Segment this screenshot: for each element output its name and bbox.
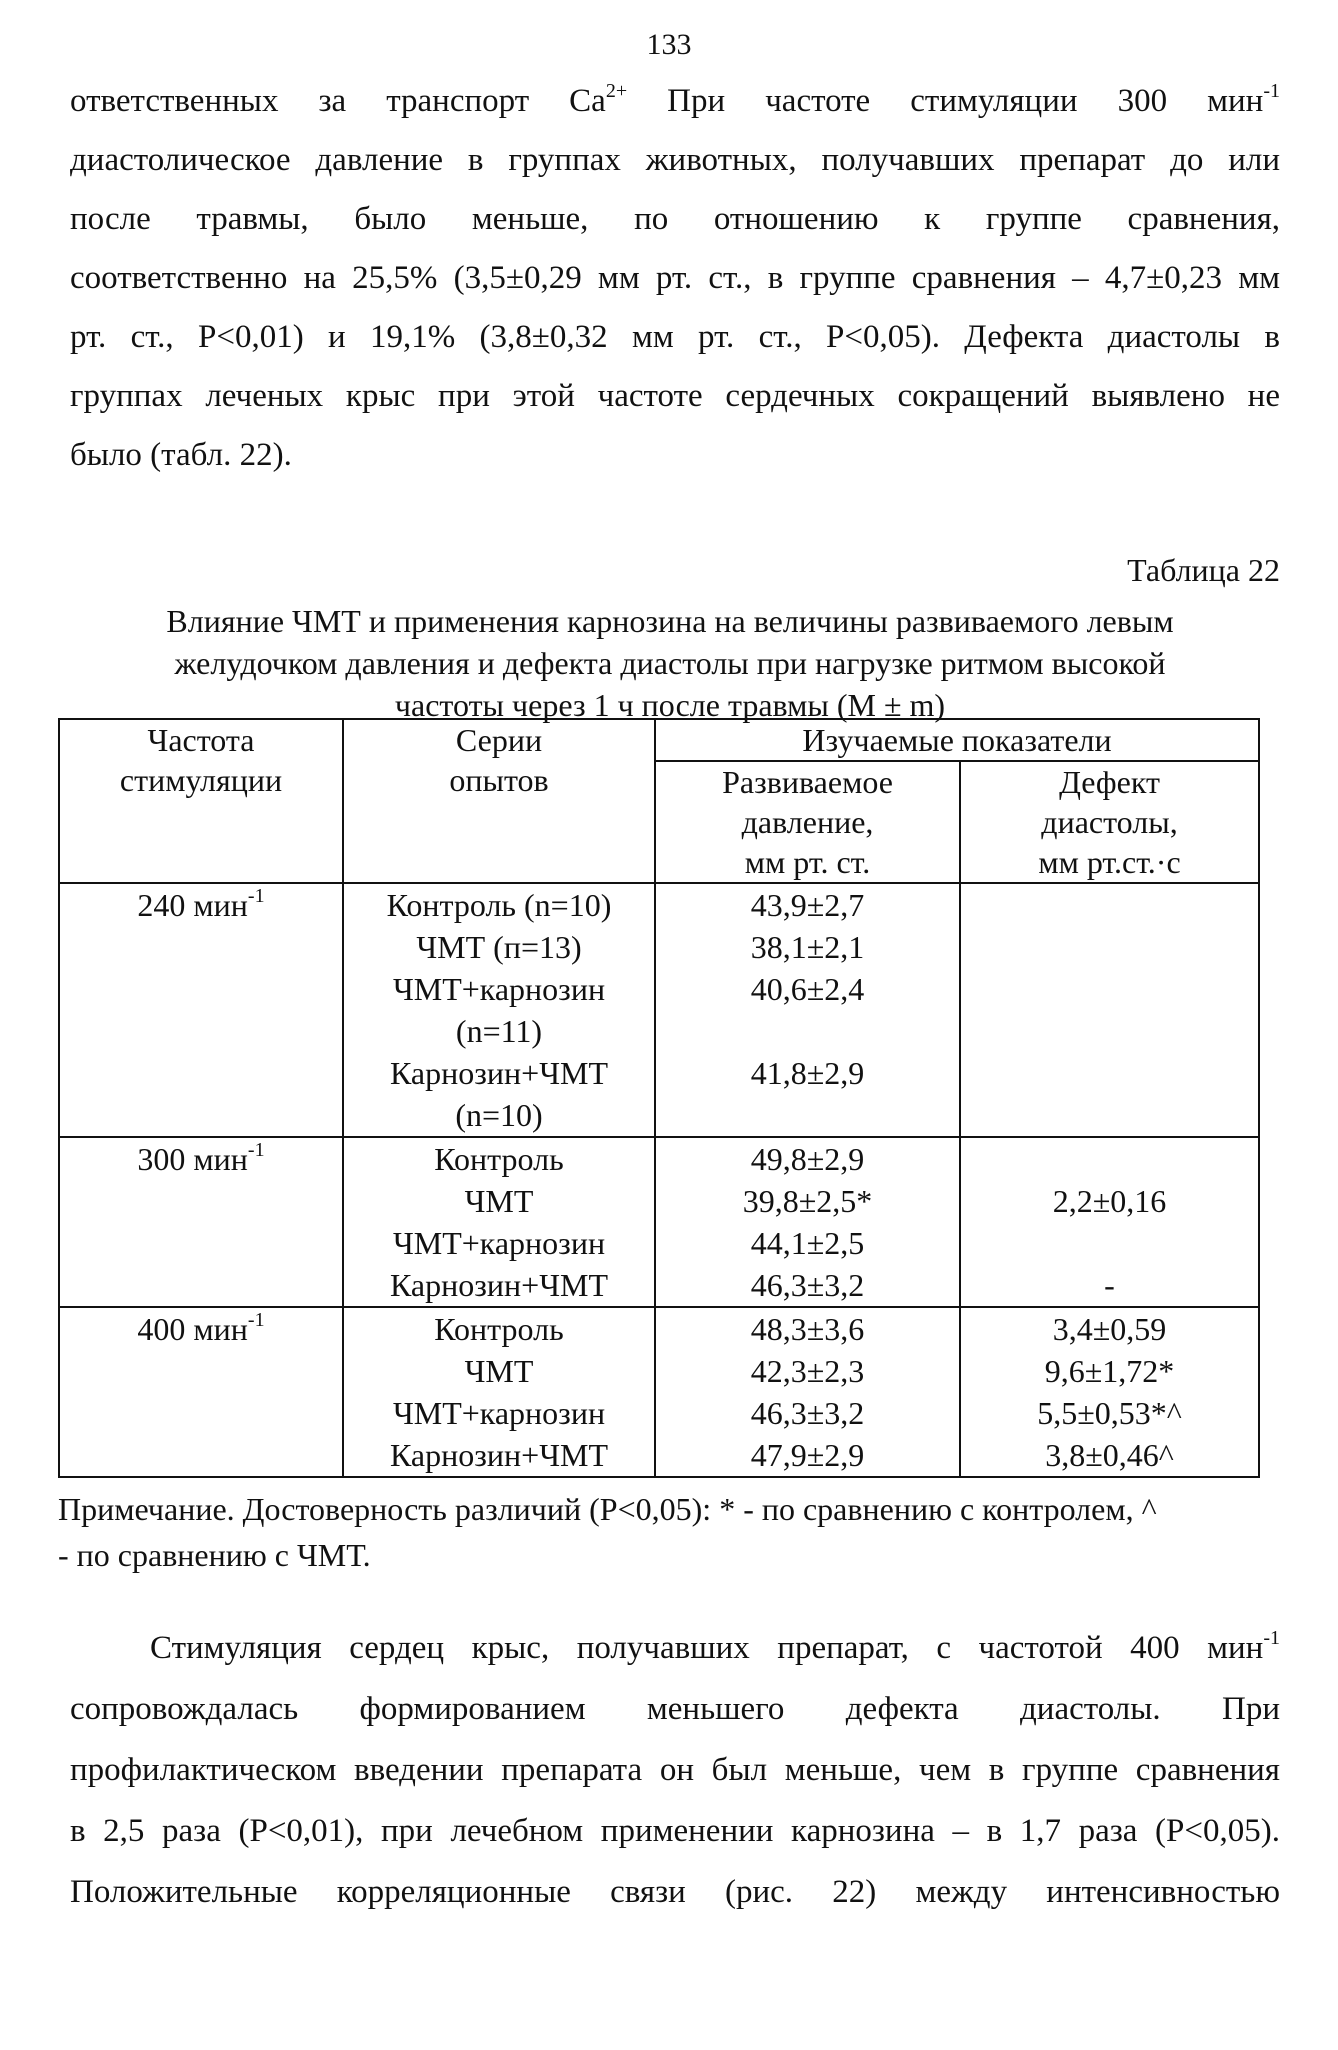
paragraph-top xyxy=(70,72,1280,485)
data-table xyxy=(58,718,1260,1478)
header-series: Серии опытов xyxy=(343,719,655,883)
series-cell: Контроль ЧМТ ЧМТ+карнозин Карнозин+ЧМТ xyxy=(343,1137,655,1307)
caption-line: Влияние ЧМТ и применения карнозина на величины развиваемого левым xyxy=(166,603,1174,639)
defect-cell: 3,4±0,59 9,6±1,72* 5,5±0,53*^ 3,8±0,46^ xyxy=(960,1307,1259,1477)
table-caption xyxy=(90,556,1250,726)
series-cell: Контроль (n=10) ЧМТ (п=13) ЧМТ+карнозин (n=11) Карнозин+ЧМТ (n=10) xyxy=(343,883,655,1137)
table-row xyxy=(59,883,1259,1137)
paragraph-line: было (табл. 22). xyxy=(70,437,292,473)
paragraph-line: после травмы, было меньше, по отношению к группе сравнения, xyxy=(70,201,1280,237)
pressure-cell: 49,8±2,9 39,8±2,5* 44,1±2,5 46,3±3,2 xyxy=(655,1137,960,1307)
paragraph-line: Положительные корреляционные связи (рис. 22) между интенсивностью xyxy=(70,1874,1280,1910)
paragraph-line: диастолическое давление в группах животных, получавших препарат до или xyxy=(70,142,1280,178)
note-line: Примечание. Достоверность различий (P<0,05): * - по сравнению с контролем, ^ xyxy=(58,1491,1157,1527)
paragraph-line: ответственных за транспорт $Ca^{2+}$ При частоте стимуляции 300 мин$^{-1}$ xyxy=(70,80,1280,119)
paragraph-bottom xyxy=(70,1618,1280,1923)
table-label: Таблица 22 xyxy=(1127,552,1280,588)
header-indicators: Изучаемые показатели xyxy=(655,719,1259,761)
paragraph-line: рт. ст., P<0,01) и 19,1% (3,8±0,32 мм рт. ст., P<0,05). Дефекта диастолы в xyxy=(70,319,1280,355)
superscript: -1 xyxy=(1263,80,1280,102)
paragraph-line: сопровождалась формированием меньшего дефекта диастолы. При xyxy=(70,1691,1280,1727)
pressure-cell: 43,9±2,7 38,1±2,1 40,6±2,4 41,8±2,9 xyxy=(655,883,960,1137)
header-freq: Частота стимуляции xyxy=(59,719,343,883)
pressure-cell: 48,3±3,6 42,3±2,3 46,3±3,2 47,9±2,9 xyxy=(655,1307,960,1477)
table-row xyxy=(59,1307,1259,1477)
freq-cell: 240 мин$^{-1}$ xyxy=(59,883,343,1137)
page-number: 133 xyxy=(646,28,692,61)
header-pressure: Развиваемое давление, мм рт. ст. xyxy=(655,761,960,883)
table-row xyxy=(59,1137,1259,1307)
paragraph-line: группах леченых крыс при этой частоте сердечных сокращений выявлено не xyxy=(70,378,1280,414)
table-header-row xyxy=(59,719,1259,761)
paragraph-line: в 2,5 раза (P<0,01), при лечебном применении карнозина – в 1,7 раза (P<0,05). xyxy=(70,1813,1280,1849)
caption-line: частоты через 1 ч после травмы (M ± m) xyxy=(394,687,946,723)
table-note xyxy=(58,1486,1283,1578)
caption-line: желудочком давления и дефекта диастолы при нагрузке ритмом высокой xyxy=(174,645,1166,681)
freq-cell: 400 мин$^{-1}$ xyxy=(59,1307,343,1477)
defect-cell xyxy=(960,883,1259,1137)
freq-cell: 300 мин$^{-1}$ xyxy=(59,1137,343,1307)
paragraph-line: профилактическом введении препарата он был меньше, чем в группе сравнения xyxy=(70,1752,1280,1788)
superscript: -1 xyxy=(1263,1627,1280,1649)
defect-cell: 2,2±0,16 - xyxy=(960,1137,1259,1307)
paragraph-line: Стимуляция сердец крыс, получавших препарат, с частотой 400 мин$^{-1}$ xyxy=(150,1627,1280,1666)
header-defect: Дефект диастолы, мм рт.ст.·с xyxy=(960,761,1259,883)
note-line: - по сравнению с ЧМТ. xyxy=(58,1537,371,1573)
paragraph-line: соответственно на 25,5% (3,5±0,29 мм рт. ст., в группе сравнения – 4,7±0,23 мм xyxy=(70,260,1280,296)
series-cell: Контроль ЧМТ ЧМТ+карнозин Карнозин+ЧМТ xyxy=(343,1307,655,1477)
superscript: 2+ xyxy=(605,80,628,102)
